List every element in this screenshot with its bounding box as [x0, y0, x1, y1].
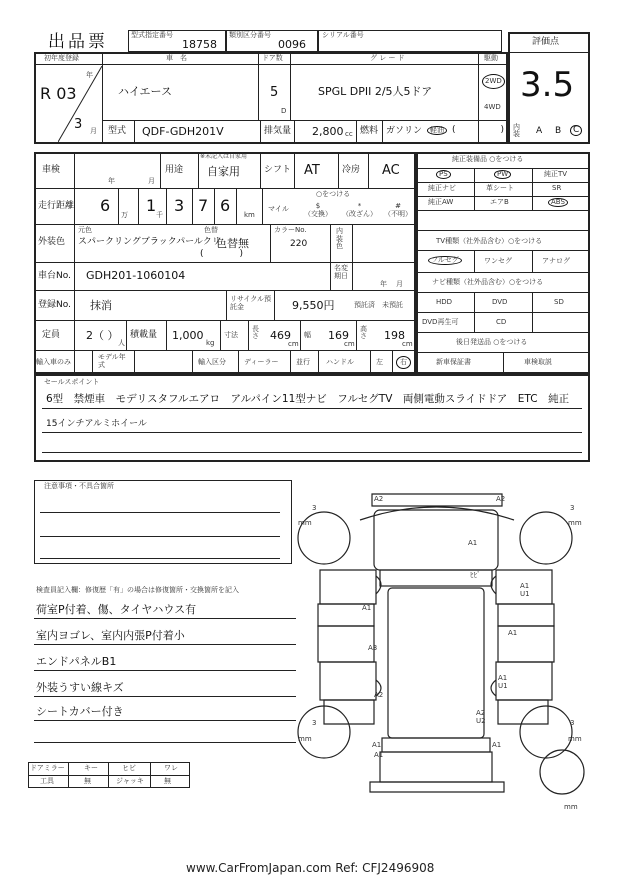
capacity-value: 2（ ）: [86, 329, 119, 342]
serial-label: シリアル番号: [322, 31, 364, 39]
vehicle-diagram: [290, 480, 630, 820]
use-note: ※未記入は自家用: [200, 153, 248, 160]
right-front-door: [498, 604, 554, 626]
mark-hood: A1: [468, 539, 478, 547]
inspector-label: 検査員記入欄：修復歴「有」の場合は修復箇所・交換箇所を記入: [36, 586, 239, 594]
navi-dvd-play: DVD再生可: [422, 318, 459, 326]
mark-back-door: A2 U2: [476, 709, 486, 725]
doors: 5: [270, 85, 279, 100]
navi-hdd: HDD: [436, 298, 453, 306]
plate-label: 登録No.: [38, 300, 71, 310]
fuel-diesel-circled: 軽油: [427, 126, 447, 135]
tire-mm-spare: mm: [564, 803, 578, 811]
tire-depth-rr: 3: [570, 719, 575, 727]
right-slide-door: [498, 626, 554, 662]
color-no: 220: [290, 239, 308, 249]
tv-title: TV種類（社外品含む）○をつける: [436, 237, 543, 245]
missing-mirror: ドアミラー: [30, 764, 65, 772]
left-slide-door: [318, 626, 374, 662]
chassis-number: GDH201-1060104: [86, 269, 186, 282]
mileage-label: 走行距離: [38, 201, 75, 211]
handle-right-circled: 右: [396, 356, 411, 369]
tire-front-right: [520, 512, 572, 564]
import-label: 輸入車のみ: [36, 358, 71, 366]
recycle-deposited: 預託済: [354, 301, 375, 309]
type-number-label: 型式指定番号: [131, 31, 173, 39]
color-paren: ( ): [200, 249, 244, 259]
recycle-label: リサイクル預託金: [230, 295, 272, 312]
left-front-fender: [320, 570, 376, 604]
left-rear-quarter: [324, 700, 374, 724]
ac-value: AC: [382, 163, 400, 178]
interior-grade-a: A: [536, 126, 543, 136]
navi-sd: SD: [554, 298, 564, 306]
tv-analog: アナログ: [542, 257, 570, 265]
mark-right-fender: A1 U1: [520, 582, 530, 598]
color-now-label: 色替: [204, 226, 218, 234]
later-manual: 車検取説: [524, 358, 552, 366]
car-name-label: 車 名: [166, 54, 187, 62]
interior-label: 内装: [513, 123, 520, 138]
width-cm: cm: [344, 340, 355, 348]
mileage-opt-mile: マイル: [268, 205, 289, 213]
recycle-not-deposited: 未預託: [382, 301, 403, 309]
capacity-unit: 人: [118, 339, 125, 347]
year-unit: 年: [86, 71, 93, 79]
mark-windshield-crack: ﾋﾋﾞ: [470, 571, 481, 579]
navi-title: ナビ種類（社外品含む）○をつける: [432, 278, 544, 286]
height-cm: cm: [402, 340, 413, 348]
tire-depth-fr: 3: [570, 504, 575, 512]
tire-mm-fl: mm: [298, 519, 312, 527]
mark-left-slide: A3: [368, 644, 378, 652]
shift-label: シフト: [264, 165, 292, 175]
equip-sr: SR: [552, 184, 562, 192]
tv-oneseg: ワンセグ: [484, 257, 512, 265]
roof: [388, 588, 484, 738]
spare-tire: [540, 750, 584, 794]
later-warranty: 新車保証書: [436, 358, 471, 366]
equip-ps-circled: PS: [436, 170, 451, 179]
equip-aw: 純正AW: [428, 198, 454, 206]
score-value: 3.5: [520, 65, 575, 105]
missing-jack-val: 無: [164, 777, 171, 785]
import-parallel: 並行: [296, 358, 310, 366]
tv-fullseg-circled: フルセグ: [428, 256, 462, 265]
mileage-opt-unknown: # （不明）: [384, 202, 412, 219]
color-label: 外装色: [38, 237, 66, 247]
displacement-label: 排気量: [264, 126, 292, 136]
use-value: 自家用: [207, 165, 240, 178]
front-outline: [360, 507, 514, 520]
length-label: 長さ: [252, 325, 259, 340]
length-cm: cm: [288, 340, 299, 348]
color-change-value: 色替無: [216, 237, 249, 250]
width-label: 幅: [304, 331, 311, 339]
plate-value: 抹消: [90, 299, 112, 312]
note-item-2: 室内ヨゴレ、室内内張P付着小: [36, 629, 185, 642]
equip-pw-circled: PW: [494, 170, 511, 179]
grade: SPGL DPII 2/5人5ドア: [318, 85, 433, 98]
mileage-digit-3: 3: [174, 196, 185, 215]
navi-cd: CD: [496, 318, 507, 326]
mark-left-rear: A2: [374, 691, 384, 699]
inspection-month-unit: 月: [148, 177, 155, 185]
color-value: スパークリングブラックパールクリ: [78, 237, 221, 247]
mark-left-door: A1: [362, 604, 372, 612]
equip-navi: 純正ナビ: [428, 184, 456, 192]
mileage-opt-exchange: $ （交換）: [304, 202, 332, 219]
mark-right-rear: A1 U1: [498, 674, 508, 690]
height-label: 高さ: [360, 325, 367, 340]
mileage-digit-4: 7: [198, 196, 209, 215]
mileage-man-unit: 万: [121, 211, 128, 219]
recycle-amount: 9,550円: [292, 299, 335, 312]
note-item-3: エンドパネルB1: [36, 655, 117, 668]
ac-label: 冷房: [342, 165, 361, 175]
cc-unit: cc: [345, 130, 353, 138]
height-value: 198: [384, 329, 405, 342]
capacity-label: 定員: [42, 330, 61, 340]
mark-front-bumper-left: A2: [374, 495, 384, 503]
interior-grade-b: B: [555, 126, 562, 136]
handle-left: 左: [376, 358, 383, 366]
missing-tools: 工具: [40, 777, 54, 785]
tire-depth-fl: 3: [312, 504, 317, 512]
color-no-label: カラーNo.: [274, 226, 307, 234]
front-bumper: [372, 494, 502, 506]
missing-break: ワレ: [164, 764, 178, 772]
notes-title: 注意事項・不具合箇所: [44, 482, 114, 490]
equip-title: 純正装備品 ○をつける: [452, 155, 524, 163]
sales-line-1: 6型 禁煙車 モデリスタフルエアロ アルパイン11型ナビ フルセグTV 両側電動スライドドア ETC 純正: [46, 393, 570, 405]
name-change-month: 月: [396, 280, 403, 288]
interior-color-label: 内装色: [336, 227, 343, 251]
month-unit: 月: [90, 127, 97, 135]
import-kind-label: 輸入区分: [198, 358, 226, 366]
sales-point-box: [34, 374, 590, 462]
fuel-paren: ( ): [452, 125, 505, 135]
model-code: QDF-GDH201V: [142, 125, 224, 138]
back-door: [380, 752, 492, 782]
missing-crack: ヒビ: [122, 764, 136, 772]
name-change-label: 名変期日: [334, 264, 348, 280]
hood: [374, 510, 498, 570]
first-reg-era: R 03: [40, 84, 77, 103]
left-rear-panel: [320, 662, 376, 700]
displacement: 2,800: [312, 125, 344, 138]
dims-label: 寸法: [224, 331, 238, 339]
interior-grade-c: C: [570, 125, 582, 136]
use-label: 用途: [165, 165, 184, 175]
drive-4wd: 4WD: [484, 103, 501, 111]
mileage-opt-tampered: * （改ざん）: [342, 202, 377, 219]
fuel-gasoline: ガソリン: [386, 126, 423, 136]
mark-rear-bumper-corner: A1: [374, 751, 384, 759]
mileage-digit-5: 6: [220, 196, 231, 215]
shift-value: AT: [304, 163, 320, 178]
color-orig-label: 元色: [78, 226, 92, 234]
rear-bumper: [370, 782, 504, 792]
navi-dvd: DVD: [492, 298, 508, 306]
name-change-year: 年: [380, 280, 387, 288]
load-label: 積載量: [130, 330, 158, 340]
class-number: 0096: [278, 38, 306, 51]
missing-tools-val: 無: [84, 777, 91, 785]
note-item-4: 外装うすい線キズ: [36, 681, 124, 694]
fuel-label: 燃料: [360, 126, 379, 136]
sales-label: セールスポイント: [44, 378, 100, 386]
tire-mm-rr: mm: [568, 735, 582, 743]
mileage-digit-2: 1: [146, 196, 157, 215]
mark-front-bumper-right: A2: [496, 495, 506, 503]
equip-tv: 純正TV: [544, 170, 568, 178]
rear-window: [382, 738, 490, 752]
notes-box: [34, 480, 292, 564]
doors-label: ドア数: [262, 54, 283, 62]
tire-mm-fr: mm: [568, 519, 582, 527]
note-item-5: シートカバー付き: [36, 705, 124, 718]
first-reg-month: 3: [74, 117, 83, 132]
score-label: 評価点: [532, 37, 560, 47]
grade-label: グ レ ー ド: [370, 54, 405, 62]
import-dealer: ディーラー: [244, 358, 279, 366]
tire-mm-rl: mm: [298, 735, 312, 743]
equip-abs-circled: ABS: [548, 198, 568, 207]
mark-rear-bumper-left: A1: [372, 741, 382, 749]
handle-label: ハンドル: [326, 358, 354, 366]
car-name: ハイエース: [118, 85, 173, 98]
load-unit: kg: [206, 339, 215, 347]
doors-d: D: [281, 107, 287, 115]
type-number: 18758: [182, 38, 217, 51]
first-reg-label: 初年度登録: [44, 54, 79, 62]
model-year-label: モデル年式: [98, 353, 126, 369]
drive-label: 駆動: [484, 54, 498, 62]
mileage-km-unit: km: [244, 211, 255, 219]
mark-right-door: A1: [508, 629, 518, 637]
sales-line-2: 15インチアルミホイール: [46, 419, 147, 429]
page-title: 出品票: [48, 32, 108, 52]
chassis-label: 車台No.: [38, 271, 71, 281]
reg-diagonal: [58, 66, 102, 142]
mark-rear-bumper-right: A1: [492, 741, 502, 749]
equip-leather: 革シート: [486, 184, 514, 192]
later-title: 後日発送品 ○をつける: [456, 338, 528, 346]
note-item-1: 荷室P付着、傷、タイヤハウス有: [36, 603, 197, 616]
tire-depth-rl: 3: [312, 719, 317, 727]
load-value: 1,000: [172, 329, 204, 342]
footer-watermark: www.CarFromJapan.com Ref: CFJ2496908: [186, 861, 435, 875]
class-number-label: 類別区分番号: [229, 31, 271, 39]
inspection-label: 車検: [42, 165, 61, 175]
mileage-sen-unit: 千: [156, 211, 163, 219]
missing-key: キー: [84, 764, 98, 772]
mileage-digit-1: 6: [100, 196, 111, 215]
inspection-year-unit: 年: [108, 177, 115, 185]
width-value: 169: [328, 329, 349, 342]
mileage-opt-label: ○をつける: [316, 190, 351, 198]
length-value: 469: [270, 329, 291, 342]
model-label: 型式: [108, 126, 127, 136]
missing-jack: ジャッキ: [116, 777, 144, 785]
drive-2wd: 2WD: [482, 74, 505, 89]
equip-airbag: エアB: [490, 198, 509, 206]
